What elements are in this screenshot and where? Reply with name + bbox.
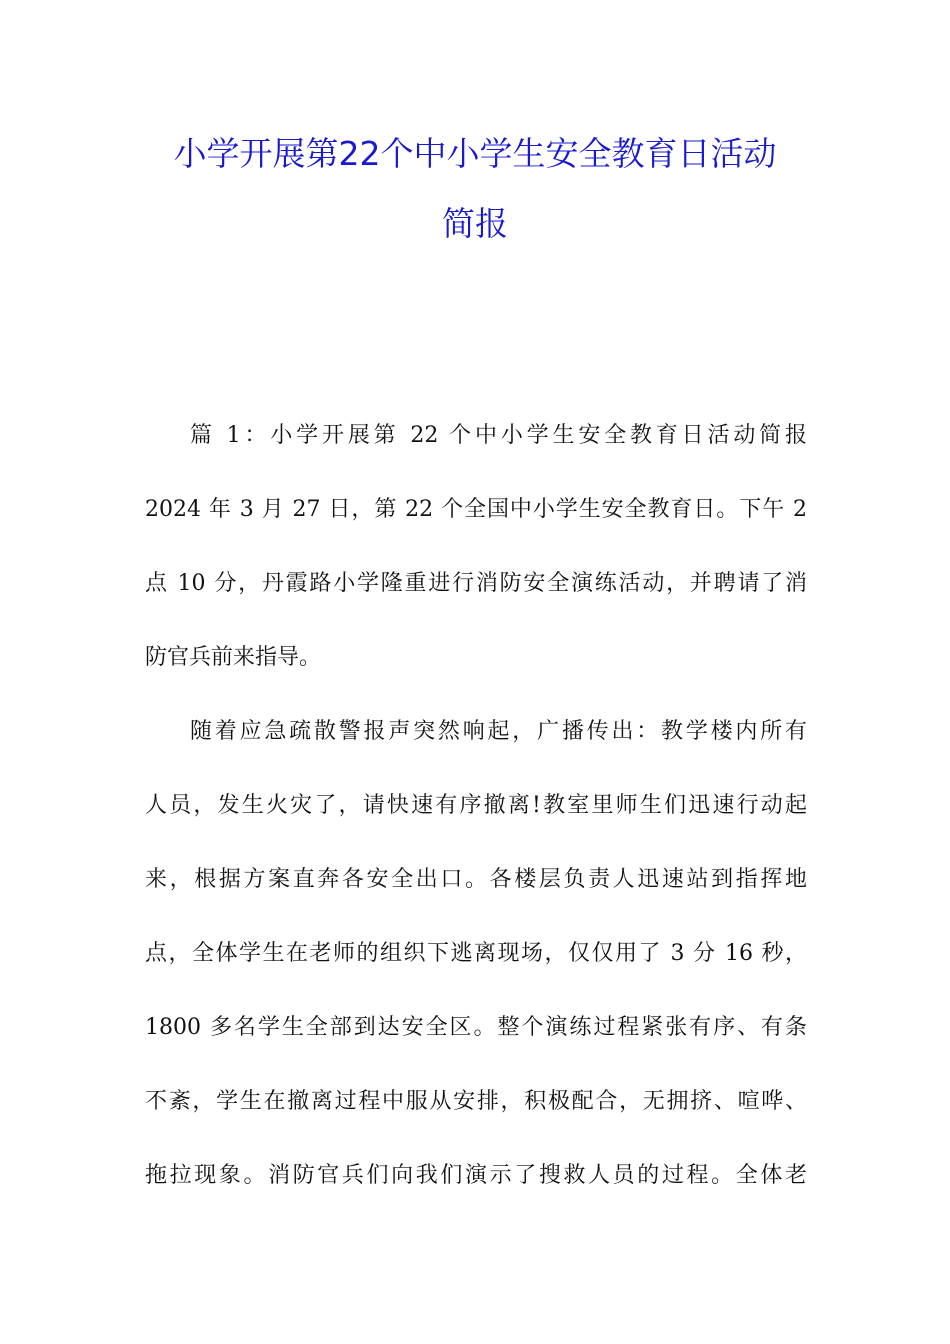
paragraph-line: 人员，发生火灾了，请快速有序撤离!教室里师生们迅速行动起 [145, 793, 807, 818]
paragraph-line: 防官兵前来指导。 [145, 645, 322, 670]
paragraph-line: 2024 年 3 月 27 日，第 22 个全国中小学生安全教育日。下午 2 [145, 497, 807, 522]
paragraph-line: 不紊，学生在撤离过程中服从安排，积极配合，无拥挤、喧哗、 [145, 1089, 807, 1114]
paragraph-line: 来，根据方案直奔各安全出口。各楼层负责人迅速站到指挥地 [145, 867, 807, 892]
paragraph-line: 点，全体学生在老师的组织下逃离现场，仅仅用了 3 分 16 秒， [145, 941, 807, 966]
paragraph-line: 1800 多名学生全部到达安全区。整个演练过程紧张有序、有条 [145, 1015, 807, 1040]
document-title-line-1: 小学开展第22个中小学生安全教育日活动 [173, 134, 777, 173]
document-title-line-2: 简报 [442, 204, 508, 243]
paragraph-line: 篇 1：小学开展第 22 个中小学生安全教育日活动简报 [190, 423, 807, 448]
paragraph-line: 点 10 分，丹霞路小学隆重进行消防安全演练活动，并聘请了消 [145, 571, 807, 596]
paragraph-line: 随着应急疏散警报声突然响起，广播传出：教学楼内所有 [190, 719, 807, 744]
paragraph-line: 拖拉现象。消防官兵们向我们演示了搜救人员的过程。全体老 [145, 1163, 807, 1188]
